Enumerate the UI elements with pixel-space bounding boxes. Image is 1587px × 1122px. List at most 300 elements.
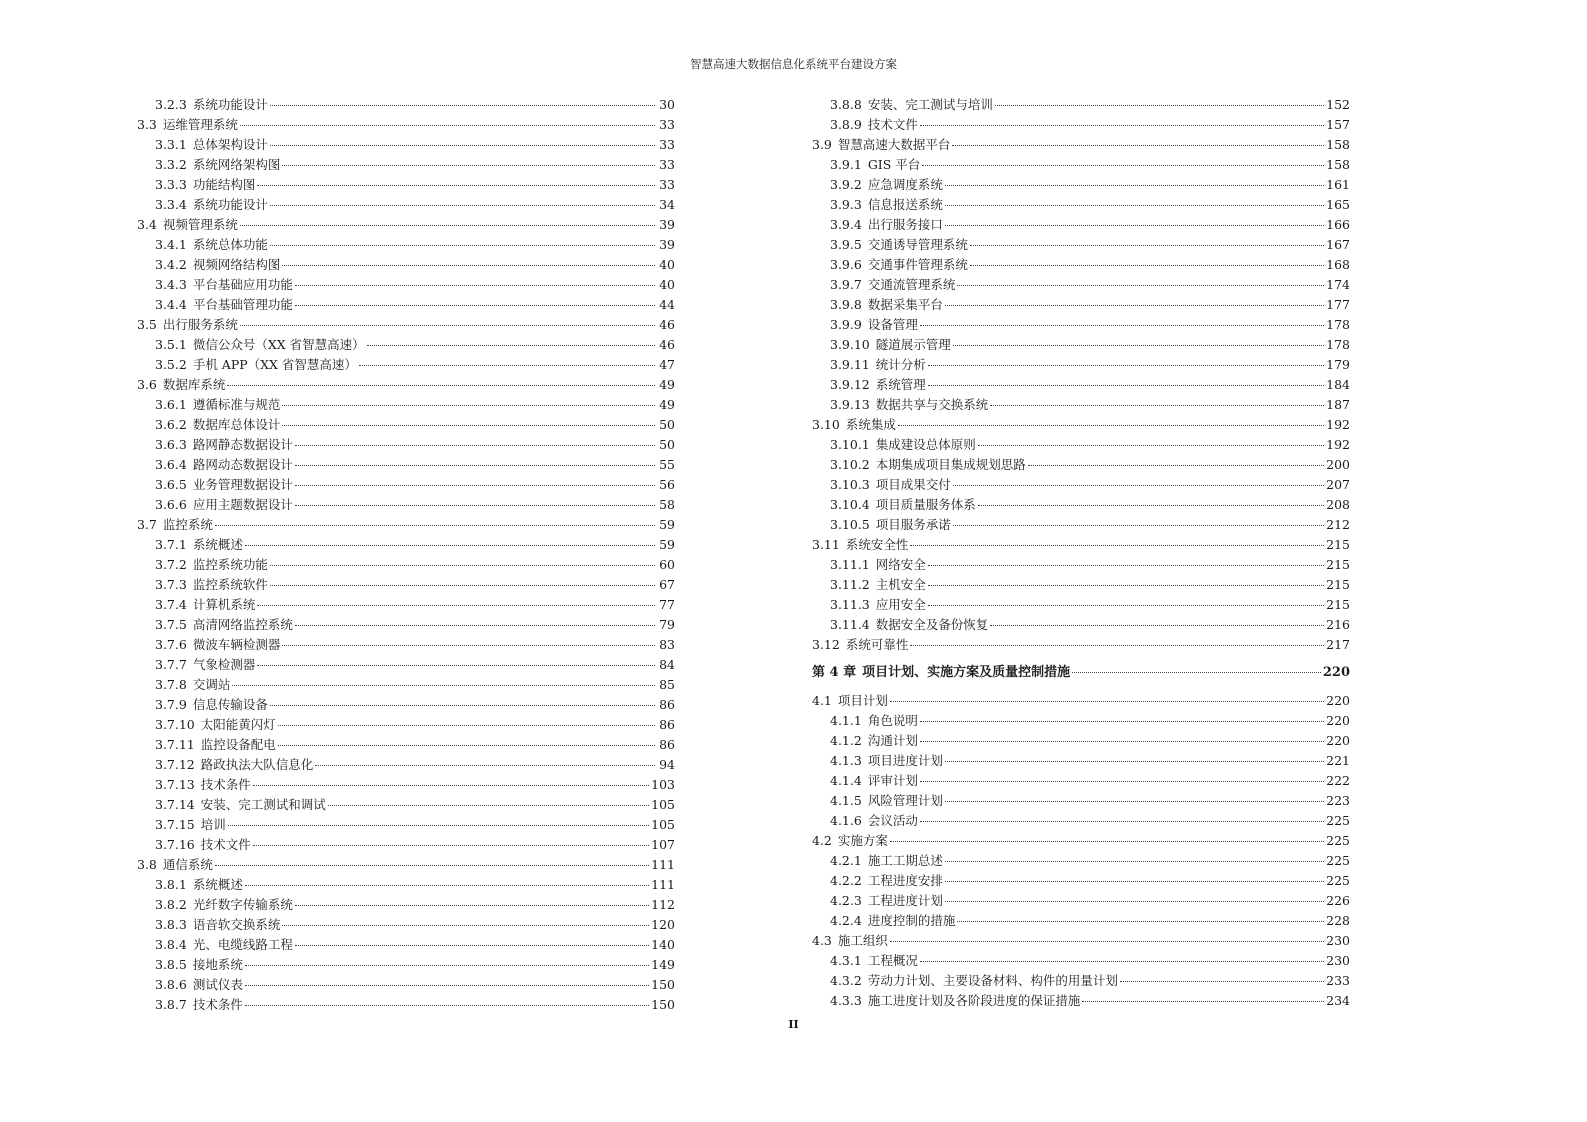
toc-dot-leader xyxy=(240,125,655,126)
toc-entry[interactable] xyxy=(812,711,1350,731)
toc-entry[interactable] xyxy=(137,95,675,115)
toc-entry-number: 3.9.4 xyxy=(830,217,862,232)
toc-entry[interactable] xyxy=(812,235,1350,255)
toc-dot-leader xyxy=(215,525,655,526)
toc-entry-number: 3.11.3 xyxy=(830,597,870,612)
toc-dot-leader xyxy=(270,565,655,566)
toc-entry[interactable] xyxy=(137,875,675,895)
toc-entry[interactable] xyxy=(812,575,1350,595)
toc-entry-title: 太阳能黄闪灯 xyxy=(200,717,276,732)
toc-entry[interactable] xyxy=(812,395,1350,415)
toc-entry[interactable] xyxy=(137,435,675,455)
toc-entry[interactable] xyxy=(812,275,1350,295)
toc-entry-title: 数据库总体设计 xyxy=(192,417,281,432)
toc-entry[interactable] xyxy=(812,515,1350,535)
toc-entry[interactable] xyxy=(812,731,1350,751)
toc-dot-leader xyxy=(995,105,1324,106)
toc-dot-leader xyxy=(257,605,655,606)
toc-dot-leader xyxy=(970,265,1324,266)
toc-entry-title: 技术文件 xyxy=(200,837,251,852)
toc-entry-number: 3.11.4 xyxy=(830,617,870,632)
toc-entry[interactable] xyxy=(812,475,1350,495)
toc-dot-leader xyxy=(240,325,655,326)
toc-dot-leader xyxy=(978,445,1324,446)
toc-entry[interactable] xyxy=(137,375,675,395)
toc-dot-leader xyxy=(928,565,1324,566)
toc-entry[interactable] xyxy=(137,135,675,155)
toc-entry-page: 59 xyxy=(659,537,675,552)
toc-entry-number: 3.7.9 xyxy=(155,697,187,712)
toc-dot-leader xyxy=(945,185,1324,186)
toc-dot-leader xyxy=(257,665,655,666)
toc-entry-title: 语音软交换系统 xyxy=(192,917,281,932)
toc-entry-number: 3.12 xyxy=(812,637,840,652)
toc-entry-number: 3.4 xyxy=(137,217,157,232)
toc-dot-leader xyxy=(1072,672,1321,673)
toc-entry-title: 主机安全 xyxy=(875,577,926,592)
toc-entry-number: 3.8.3 xyxy=(155,917,187,932)
toc-entry-page: 79 xyxy=(659,617,675,632)
toc-entry-title: 数据共享与交换系统 xyxy=(875,397,989,412)
toc-entry-page: 40 xyxy=(659,277,675,292)
toc-entry-page: 33 xyxy=(659,177,675,192)
toc-entry[interactable] xyxy=(812,991,1350,1011)
toc-dot-leader xyxy=(270,105,655,106)
toc-entry-number: 4.2.3 xyxy=(830,893,862,908)
toc-dot-leader xyxy=(295,465,655,466)
toc-entry-page: 49 xyxy=(659,397,675,412)
toc-entry-page: 33 xyxy=(659,137,675,152)
toc-entry-number: 3.6.1 xyxy=(155,397,187,412)
toc-entry[interactable] xyxy=(137,975,675,995)
toc-entry[interactable] xyxy=(812,495,1350,515)
toc-entry-number: 3.6.3 xyxy=(155,437,187,452)
toc-dot-leader xyxy=(957,921,1324,922)
toc-dot-leader xyxy=(240,225,655,226)
toc-entry-title: 计算机系统 xyxy=(192,597,256,612)
toc-entry[interactable] xyxy=(812,535,1350,555)
toc-entry[interactable] xyxy=(812,435,1350,455)
toc-entry-page: 40 xyxy=(659,257,675,272)
toc-entry-number: 4.3.1 xyxy=(830,953,862,968)
toc-entry-title: 施工组织 xyxy=(837,933,888,948)
toc-entry[interactable] xyxy=(812,635,1350,655)
toc-dot-leader xyxy=(367,345,655,346)
toc-entry-page: 105 xyxy=(651,817,675,832)
toc-entry[interactable] xyxy=(137,455,675,475)
toc-entry[interactable] xyxy=(137,195,675,215)
toc-entry[interactable] xyxy=(812,215,1350,235)
toc-entry[interactable] xyxy=(137,815,675,835)
toc-entry-page: 39 xyxy=(659,217,675,232)
toc-entry-title: GIS 平台 xyxy=(867,157,921,172)
toc-entry-page: 49 xyxy=(659,377,675,392)
toc-entry-title: 项目计划、实施方案及质量控制措施 xyxy=(862,665,1071,680)
toc-dot-leader xyxy=(278,745,655,746)
toc-entry[interactable] xyxy=(137,475,675,495)
toc-entry-page: 107 xyxy=(651,837,675,852)
toc-entry-title: 统计分析 xyxy=(875,357,926,372)
toc-entry-page: 207 xyxy=(1326,477,1350,492)
toc-entry-title: 系统概述 xyxy=(192,537,243,552)
toc-entry-title: 系统安全性 xyxy=(845,537,909,552)
toc-entry[interactable] xyxy=(812,255,1350,275)
toc-entry-page: 152 xyxy=(1326,97,1350,112)
toc-entry-number: 3.9.7 xyxy=(830,277,862,292)
toc-entry-number: 3.7.13 xyxy=(155,777,195,792)
toc-entry[interactable] xyxy=(137,155,675,175)
toc-entry[interactable] xyxy=(812,315,1350,335)
toc-dot-leader xyxy=(920,721,1324,722)
toc-entry[interactable] xyxy=(812,195,1350,215)
toc-dot-leader xyxy=(945,901,1324,902)
toc-entry-title: 视频网络结构图 xyxy=(192,257,281,272)
toc-entry-title: 监控系统软件 xyxy=(192,577,268,592)
toc-entry-title: 系统功能设计 xyxy=(192,97,268,112)
toc-entry-page: 212 xyxy=(1326,517,1350,532)
toc-entry-page: 60 xyxy=(659,557,675,572)
toc-entry-page: 225 xyxy=(1326,833,1350,848)
toc-entry-title: 系统可靠性 xyxy=(845,637,909,652)
toc-entry[interactable] xyxy=(137,615,675,635)
toc-entry[interactable] xyxy=(137,175,675,195)
toc-dot-leader xyxy=(945,761,1324,762)
toc-dot-leader xyxy=(945,205,1324,206)
toc-entry[interactable] xyxy=(812,831,1350,851)
toc-entry-number: 第 4 章 xyxy=(812,665,857,680)
toc-entry[interactable] xyxy=(137,995,675,1015)
toc-entry-page: 174 xyxy=(1326,277,1350,292)
toc-entry-title: 应用安全 xyxy=(875,597,926,612)
toc-entry[interactable] xyxy=(137,275,675,295)
toc-column-right xyxy=(812,95,1350,1011)
toc-entry[interactable] xyxy=(137,535,675,555)
toc-entry-page: 177 xyxy=(1326,297,1350,312)
toc-entry-title: 光、电缆线路工程 xyxy=(192,937,293,952)
toc-entry[interactable] xyxy=(812,891,1350,911)
toc-entry-number: 4.1 xyxy=(812,693,832,708)
toc-entry[interactable] xyxy=(812,115,1350,135)
toc-entry-page: 220 xyxy=(1322,665,1350,680)
toc-entry-number: 3.10.1 xyxy=(830,437,870,452)
toc-dot-leader xyxy=(920,781,1324,782)
toc-entry-title: 工程进度计划 xyxy=(867,893,943,908)
toc-entry-page: 208 xyxy=(1326,497,1350,512)
page-number: II xyxy=(788,1018,799,1031)
toc-entry-page: 216 xyxy=(1326,617,1350,632)
toc-entry[interactable] xyxy=(137,335,675,355)
toc-entry-title: 实施方案 xyxy=(837,833,888,848)
toc-entry[interactable] xyxy=(137,115,675,135)
toc-entry-title: 应用主题数据设计 xyxy=(192,497,293,512)
toc-dot-leader xyxy=(945,881,1324,882)
toc-entry-page: 222 xyxy=(1326,773,1350,788)
toc-entry-number: 3.8.7 xyxy=(155,997,187,1012)
toc-entry-title: 平台基础管理功能 xyxy=(192,297,293,312)
toc-entry-title: 平台基础应用功能 xyxy=(192,277,293,292)
toc-entry-title: 通信系统 xyxy=(162,857,213,872)
toc-entry[interactable] xyxy=(137,515,675,535)
toc-entry[interactable] xyxy=(137,715,675,735)
toc-entry-number: 3.7.12 xyxy=(155,757,195,772)
toc-entry-title: 培训 xyxy=(200,817,226,832)
toc-dot-leader xyxy=(245,985,649,986)
toc-entry[interactable] xyxy=(812,375,1350,395)
toc-dot-leader xyxy=(295,905,649,906)
toc-entry[interactable] xyxy=(812,415,1350,435)
toc-dot-leader xyxy=(928,605,1324,606)
toc-entry-title: 智慧高速大数据平台 xyxy=(837,137,951,152)
toc-dot-leader xyxy=(295,285,655,286)
toc-entry-title: 系统总体功能 xyxy=(192,237,268,252)
toc-chapter-entry[interactable] xyxy=(812,663,1350,683)
toc-dot-leader xyxy=(245,885,649,886)
toc-entry-title: 本期集成项目集成规划思路 xyxy=(875,457,1026,472)
toc-entry-number: 3.2.3 xyxy=(155,97,187,112)
toc-entry[interactable] xyxy=(137,555,675,575)
toc-entry[interactable] xyxy=(812,555,1350,575)
toc-entry-number: 4.1.4 xyxy=(830,773,862,788)
toc-entry-title: 路网动态数据设计 xyxy=(192,457,293,472)
toc-entry-number: 3.6 xyxy=(137,377,157,392)
toc-dot-leader xyxy=(245,965,649,966)
toc-dot-leader xyxy=(920,821,1324,822)
toc-entry[interactable] xyxy=(812,615,1350,635)
toc-entry[interactable] xyxy=(812,911,1350,931)
toc-entry-page: 50 xyxy=(659,437,675,452)
toc-entry-title: 路网静态数据设计 xyxy=(192,437,293,452)
toc-entry-title: 数据库系统 xyxy=(162,377,226,392)
toc-dot-leader xyxy=(295,305,655,306)
toc-entry-title: 项目质量服务体系 xyxy=(875,497,976,512)
toc-entry-number: 3.7.14 xyxy=(155,797,195,812)
toc-entry-page: 223 xyxy=(1326,793,1350,808)
toc-entry-number: 3.7.7 xyxy=(155,657,187,672)
toc-entry[interactable] xyxy=(137,775,675,795)
toc-entry[interactable] xyxy=(137,935,675,955)
toc-entry[interactable] xyxy=(812,595,1350,615)
toc-entry[interactable] xyxy=(137,675,675,695)
toc-entry-page: 179 xyxy=(1326,357,1350,372)
toc-entry-number: 3.5.1 xyxy=(155,337,187,352)
toc-dot-leader xyxy=(920,741,1324,742)
toc-entry-title: 交调站 xyxy=(192,677,231,692)
toc-entry[interactable] xyxy=(812,175,1350,195)
toc-entry-title: 信息传输设备 xyxy=(192,697,268,712)
toc-entry-page: 46 xyxy=(659,337,675,352)
toc-entry-page: 184 xyxy=(1326,377,1350,392)
toc-dot-leader xyxy=(295,945,649,946)
toc-entry[interactable] xyxy=(137,415,675,435)
toc-dot-leader xyxy=(910,645,1324,646)
toc-entry[interactable] xyxy=(137,915,675,935)
toc-entry-title: 出行服务接口 xyxy=(867,217,943,232)
toc-entry-title: 监控系统功能 xyxy=(192,557,268,572)
toc-entry-number: 4.2.1 xyxy=(830,853,862,868)
toc-entry-page: 230 xyxy=(1326,933,1350,948)
toc-entry[interactable] xyxy=(812,295,1350,315)
toc-entry[interactable] xyxy=(137,695,675,715)
toc-entry-number: 4.2 xyxy=(812,833,832,848)
toc-entry-number: 3.10.4 xyxy=(830,497,870,512)
toc-entry-number: 3.3.1 xyxy=(155,137,187,152)
toc-entry-page: 33 xyxy=(659,117,675,132)
toc-entry[interactable] xyxy=(812,751,1350,771)
toc-entry[interactable] xyxy=(812,691,1350,711)
toc-dot-leader xyxy=(253,845,649,846)
toc-entry-number: 4.1.1 xyxy=(830,713,862,728)
toc-entry[interactable] xyxy=(137,855,675,875)
toc-entry[interactable] xyxy=(137,495,675,515)
toc-entry-title: 光纤数字传输系统 xyxy=(192,897,293,912)
toc-entry[interactable] xyxy=(812,851,1350,871)
toc-entry[interactable] xyxy=(137,595,675,615)
toc-dot-leader xyxy=(270,705,655,706)
toc-entry[interactable] xyxy=(137,835,675,855)
toc-entry[interactable] xyxy=(812,771,1350,791)
toc-entry-number: 3.10.3 xyxy=(830,477,870,492)
toc-entry[interactable] xyxy=(137,295,675,315)
toc-entry-page: 84 xyxy=(659,657,675,672)
toc-entry-number: 3.9.13 xyxy=(830,397,870,412)
toc-entry-page: 86 xyxy=(659,717,675,732)
toc-dot-leader xyxy=(282,265,655,266)
toc-entry-number: 4.1.6 xyxy=(830,813,862,828)
toc-dot-leader xyxy=(245,1005,649,1006)
toc-entry[interactable] xyxy=(137,655,675,675)
toc-entry-page: 158 xyxy=(1326,157,1350,172)
toc-entry[interactable] xyxy=(137,575,675,595)
toc-entry-number: 3.9.11 xyxy=(830,357,870,372)
toc-entry-number: 3.10.2 xyxy=(830,457,870,472)
toc-entry-title: 项目成果交付 xyxy=(875,477,951,492)
toc-dot-leader xyxy=(953,485,1324,486)
toc-dot-leader xyxy=(920,961,1324,962)
toc-entry-number: 4.1.2 xyxy=(830,733,862,748)
toc-entry-page: 56 xyxy=(659,477,675,492)
toc-entry-page: 30 xyxy=(659,97,675,112)
toc-entry-title: 出行服务系统 xyxy=(162,317,238,332)
toc-entry-number: 3.5.2 xyxy=(155,357,187,372)
toc-dot-leader xyxy=(295,445,655,446)
toc-entry-title: 应急调度系统 xyxy=(867,177,943,192)
toc-entry-number: 3.9 xyxy=(812,137,832,152)
toc-dot-leader xyxy=(970,245,1324,246)
toc-entry-number: 3.9.5 xyxy=(830,237,862,252)
toc-entry[interactable] xyxy=(137,895,675,915)
toc-entry-title: 路政执法大队信息化 xyxy=(200,757,314,772)
toc-entry[interactable] xyxy=(812,811,1350,831)
toc-entry[interactable] xyxy=(812,971,1350,991)
toc-entry-number: 3.8.5 xyxy=(155,957,187,972)
toc-entry-page: 105 xyxy=(651,797,675,812)
toc-entry-page: 111 xyxy=(651,877,675,892)
toc-entry-title: 网络安全 xyxy=(875,557,926,572)
toc-entry-page: 178 xyxy=(1326,337,1350,352)
toc-dot-leader xyxy=(928,585,1324,586)
toc-entry-number: 3.4.2 xyxy=(155,257,187,272)
toc-entry[interactable] xyxy=(137,755,675,775)
toc-entry[interactable] xyxy=(812,871,1350,891)
toc-entry[interactable] xyxy=(812,335,1350,355)
toc-entry-title: 设备管理 xyxy=(867,317,918,332)
toc-dot-leader xyxy=(945,861,1324,862)
toc-entry-title: 施工进度计划及各阶段进度的保证措施 xyxy=(867,993,1081,1008)
toc-entry-title: 信息报送系统 xyxy=(867,197,943,212)
toc-entry-page: 85 xyxy=(659,677,675,692)
toc-dot-leader xyxy=(270,585,655,586)
toc-entry-page: 192 xyxy=(1326,417,1350,432)
toc-entry[interactable] xyxy=(137,395,675,415)
toc-entry-page: 220 xyxy=(1326,713,1350,728)
toc-entry-page: 58 xyxy=(659,497,675,512)
toc-dot-leader xyxy=(253,785,649,786)
toc-dot-leader xyxy=(245,545,655,546)
toc-entry[interactable] xyxy=(137,255,675,275)
toc-entry[interactable] xyxy=(812,931,1350,951)
toc-entry[interactable] xyxy=(812,791,1350,811)
toc-entry-number: 3.11 xyxy=(812,537,840,552)
toc-entry-number: 3.8.4 xyxy=(155,937,187,952)
toc-dot-leader xyxy=(232,685,655,686)
toc-entry-title: 手机 APP（XX 省智慧高速） xyxy=(192,357,357,372)
toc-entry[interactable] xyxy=(137,235,675,255)
toc-entry-page: 166 xyxy=(1326,217,1350,232)
toc-entry[interactable] xyxy=(137,735,675,755)
toc-entry[interactable] xyxy=(812,155,1350,175)
toc-entry-number: 3.9.3 xyxy=(830,197,862,212)
toc-entry-number: 3.7.5 xyxy=(155,617,187,632)
toc-entry[interactable] xyxy=(812,951,1350,971)
toc-entry-page: 157 xyxy=(1326,117,1350,132)
toc-entry-number: 3.9.10 xyxy=(830,337,870,352)
toc-entry[interactable] xyxy=(812,355,1350,375)
toc-entry-page: 39 xyxy=(659,237,675,252)
toc-entry-number: 3.7.4 xyxy=(155,597,187,612)
toc-entry-title: 项目服务承诺 xyxy=(875,517,951,532)
toc-entry-number: 3.9.1 xyxy=(830,157,862,172)
toc-dot-leader xyxy=(270,245,655,246)
toc-entry-page: 140 xyxy=(651,937,675,952)
toc-dot-leader xyxy=(990,625,1324,626)
toc-entry[interactable] xyxy=(812,95,1350,115)
toc-dot-leader xyxy=(890,841,1324,842)
toc-entry[interactable] xyxy=(137,955,675,975)
toc-entry[interactable] xyxy=(137,355,675,375)
toc-entry-page: 187 xyxy=(1326,397,1350,412)
toc-entry-page: 111 xyxy=(651,857,675,872)
toc-entry-title: 数据采集平台 xyxy=(867,297,943,312)
toc-entry-page: 59 xyxy=(659,517,675,532)
toc-entry-page: 120 xyxy=(651,917,675,932)
toc-entry-page: 94 xyxy=(659,757,675,772)
toc-entry[interactable] xyxy=(812,135,1350,155)
toc-entry-number: 3.6.2 xyxy=(155,417,187,432)
toc-entry[interactable] xyxy=(137,315,675,335)
toc-entry[interactable] xyxy=(137,215,675,235)
toc-entry-title: 高清网络监控系统 xyxy=(192,617,293,632)
toc-dot-leader xyxy=(270,145,655,146)
toc-entry-number: 3.3 xyxy=(137,117,157,132)
toc-entry[interactable] xyxy=(812,455,1350,475)
toc-entry-page: 149 xyxy=(651,957,675,972)
toc-entry[interactable] xyxy=(137,795,675,815)
toc-entry-number: 3.7.10 xyxy=(155,717,195,732)
toc-dot-leader xyxy=(920,325,1324,326)
toc-entry-number: 3.7.11 xyxy=(155,737,195,752)
toc-entry[interactable] xyxy=(137,635,675,655)
toc-dot-leader xyxy=(945,225,1324,226)
